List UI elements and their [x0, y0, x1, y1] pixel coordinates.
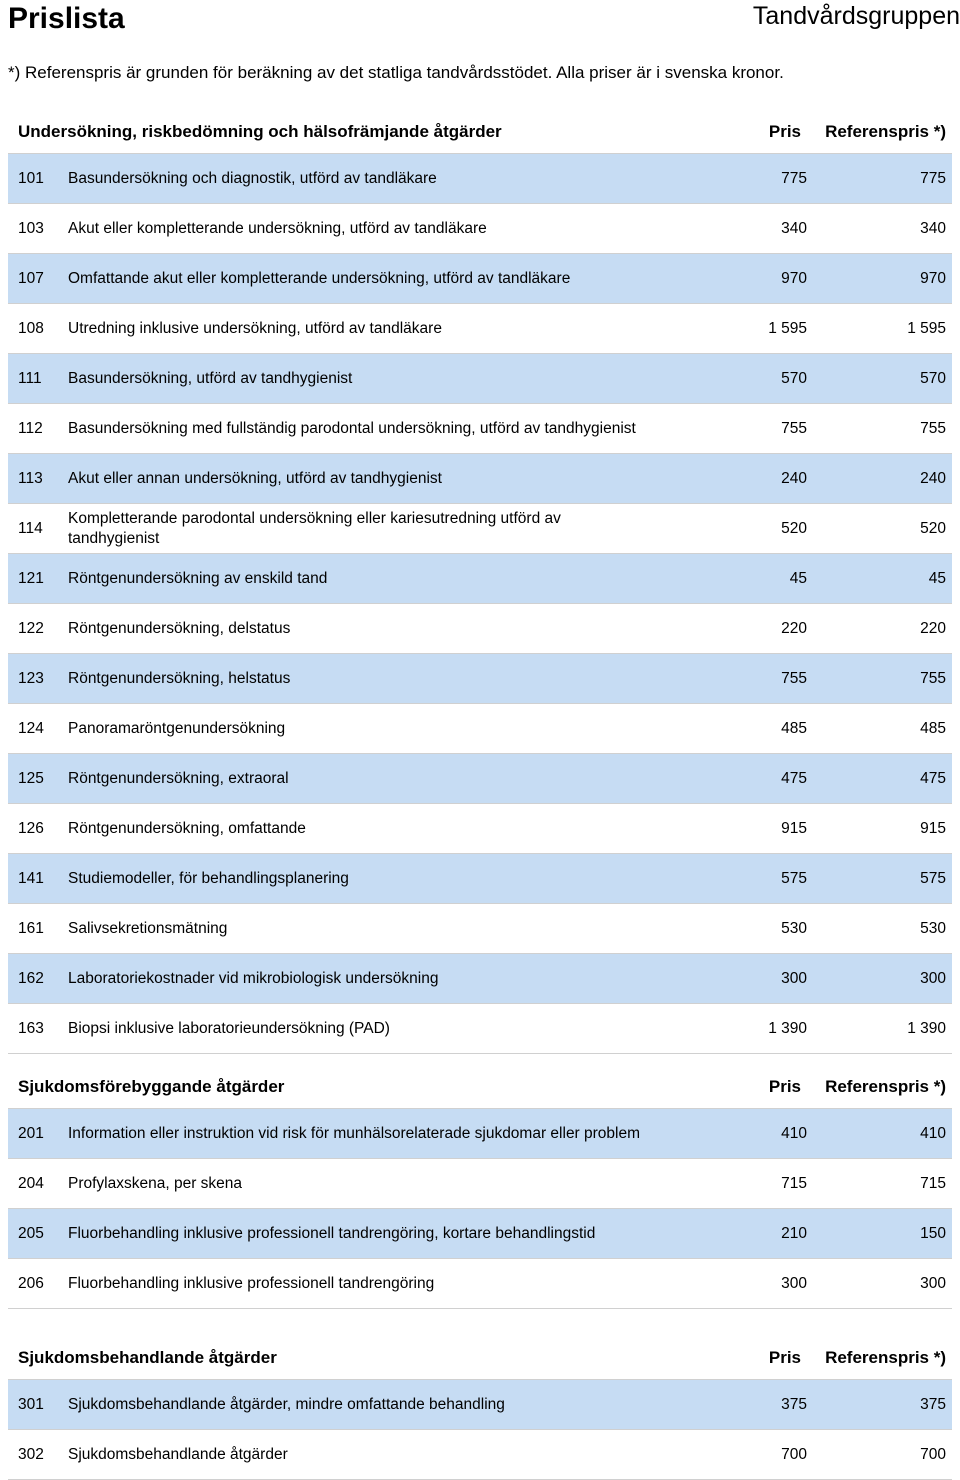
table-row [8, 603, 952, 653]
table-row [8, 953, 952, 1003]
cell-ref: 530 [920, 919, 946, 937]
column-header-pris: Pris [768, 1077, 801, 1096]
table-row [8, 853, 952, 903]
cell-desc: Basundersökning, utförd av tandhygienist [68, 369, 353, 387]
cell-desc: Basundersökning och diagnostik, utförd av tandläkare [68, 169, 437, 187]
cell-ref: 485 [920, 719, 946, 737]
cell-ref: 220 [920, 619, 946, 637]
table-row [8, 903, 952, 953]
cell-ref: 755 [920, 419, 946, 437]
cell-desc: Kompletterande parodontal undersökning eller kariesutredning utförd av tandhygienist [68, 509, 561, 547]
table-row [8, 1003, 952, 1054]
cell-code: 161 [18, 919, 44, 937]
page-title: Prislista [8, 2, 125, 35]
cell-code: 163 [18, 1019, 44, 1037]
cell-ref: 45 [928, 569, 946, 587]
cell-pris: 375 [781, 1395, 807, 1413]
cell-code: 201 [18, 1124, 44, 1142]
cell-desc: Laboratoriekostnader vid mikrobiologisk undersökning [68, 969, 439, 987]
cell-ref: 150 [920, 1224, 946, 1242]
cell-pris: 210 [781, 1224, 807, 1242]
cell-desc: Sjukdomsbehandlande åtgärder [68, 1445, 288, 1463]
cell-desc: Röntgenundersökning, helstatus [68, 669, 291, 687]
cell-desc: Profylaxskena, per skena [68, 1174, 243, 1192]
cell-code: 302 [18, 1445, 44, 1463]
table-row [8, 1429, 952, 1480]
cell-ref: 410 [920, 1124, 946, 1142]
cell-pris: 410 [781, 1124, 807, 1142]
cell-desc: Röntgenundersökning, extraoral [68, 769, 289, 787]
cell-pris: 300 [781, 1274, 807, 1292]
cell-desc: Utredning inklusive undersökning, utförd av tandläkare [68, 319, 442, 337]
cell-code: 101 [18, 169, 44, 187]
section-treatment [8, 1338, 952, 1480]
table-row [8, 353, 952, 403]
cell-code: 204 [18, 1174, 44, 1192]
cell-ref: 575 [920, 869, 946, 887]
cell-code: 301 [18, 1395, 44, 1413]
cell-ref: 915 [920, 819, 946, 837]
cell-desc: Akut eller annan undersökning, utförd av tandhygienist [68, 469, 442, 487]
table-row [8, 1258, 952, 1309]
section-header [8, 1338, 952, 1379]
cell-code: 114 [18, 519, 43, 537]
cell-code: 113 [18, 469, 43, 487]
cell-pris: 475 [781, 769, 807, 787]
cell-desc: Omfattande akut eller kompletterande undersökning, utförd av tandläkare [68, 269, 571, 287]
cell-pris: 485 [781, 719, 807, 737]
cell-desc: Panoramaröntgenundersökning [68, 719, 286, 737]
cell-desc: Röntgenundersökning, delstatus [68, 619, 291, 637]
cell-pris: 1 595 [768, 319, 807, 337]
cell-ref: 520 [920, 519, 946, 537]
cell-desc: Information eller instruktion vid risk för munhälsorelaterade sjukdomar eller problem [68, 1124, 641, 1142]
section-title: Undersökning, riskbedömning och hälsofrämjande åtgärder [18, 122, 502, 141]
cell-ref: 375 [920, 1395, 946, 1413]
cell-ref: 300 [920, 1274, 946, 1292]
cell-code: 107 [18, 269, 44, 287]
cell-code: 126 [18, 819, 44, 837]
table-row [8, 553, 952, 603]
table-row [8, 153, 952, 203]
cell-ref: 240 [920, 469, 946, 487]
cell-ref: 700 [920, 1445, 946, 1463]
cell-pris: 575 [781, 869, 807, 887]
section-header [8, 1067, 952, 1108]
cell-code: 121 [18, 569, 44, 587]
table-row [8, 303, 952, 353]
section-header [8, 112, 952, 153]
table-row [8, 803, 952, 853]
cell-code: 122 [18, 619, 44, 637]
cell-code: 103 [18, 219, 44, 237]
section-title: Sjukdomsförebyggande åtgärder [18, 1077, 285, 1096]
table-row [8, 1108, 952, 1158]
cell-code: 125 [18, 769, 44, 787]
table-row [8, 253, 952, 303]
cell-ref: 775 [920, 169, 946, 187]
reference-price-note: *) Referenspris är grunden för beräkning av det statliga tandvårdsstödet. Alla priser är i svenska kronor. [8, 63, 784, 82]
cell-ref: 1 390 [907, 1019, 946, 1037]
cell-pris: 1 390 [768, 1019, 807, 1037]
column-header-referenspris: Referenspris *) [825, 1348, 946, 1367]
cell-desc: Sjukdomsbehandlande åtgärder, mindre omfattande behandling [68, 1395, 505, 1413]
table-row [8, 1379, 952, 1429]
cell-desc: Studiemodeller, för behandlingsplanering [68, 869, 349, 887]
cell-ref: 300 [920, 969, 946, 987]
table-row [8, 653, 952, 703]
cell-code: 205 [18, 1224, 44, 1242]
column-header-referenspris: Referenspris *) [825, 122, 946, 141]
cell-ref: 570 [920, 369, 946, 387]
cell-desc: Fluorbehandling inklusive professionell tandrengöring [68, 1274, 435, 1292]
table-row [8, 703, 952, 753]
cell-pris: 220 [781, 619, 807, 637]
cell-ref: 715 [920, 1174, 946, 1192]
cell-code: 141 [18, 869, 44, 887]
cell-code: 123 [18, 669, 44, 687]
table-row [8, 503, 952, 553]
table-row [8, 453, 952, 503]
cell-pris: 970 [781, 269, 807, 287]
section-examination [8, 112, 952, 1054]
cell-desc: Salivsekretionsmätning [68, 919, 228, 937]
cell-desc: Röntgenundersökning av enskild tand [68, 569, 328, 587]
cell-ref: 755 [920, 669, 946, 687]
cell-pris: 300 [781, 969, 807, 987]
cell-desc: Röntgenundersökning, omfattande [68, 819, 306, 837]
table-row [8, 403, 952, 453]
cell-pris: 45 [789, 569, 807, 587]
table-row [8, 1158, 952, 1208]
cell-pris: 520 [781, 519, 807, 537]
cell-code: 206 [18, 1274, 44, 1292]
column-header-pris: Pris [768, 122, 801, 141]
cell-pris: 755 [781, 669, 807, 687]
cell-desc: Basundersökning med fullständig parodontal undersökning, utförd av tandhygienist [68, 419, 636, 437]
cell-ref: 970 [920, 269, 946, 287]
cell-pris: 915 [781, 819, 807, 837]
cell-code: 108 [18, 319, 44, 337]
table-row [8, 203, 952, 253]
cell-desc: Akut eller kompletterande undersökning, utförd av tandläkare [68, 219, 487, 237]
cell-desc: Fluorbehandling inklusive professionell tandrengöring, kortare behandlingstid [68, 1224, 596, 1242]
cell-code: 111 [18, 369, 42, 387]
column-header-pris: Pris [768, 1348, 801, 1367]
cell-ref: 1 595 [907, 319, 946, 337]
cell-pris: 700 [781, 1445, 807, 1463]
cell-code: 124 [18, 719, 44, 737]
cell-pris: 340 [781, 219, 807, 237]
table-row [8, 753, 952, 803]
cell-pris: 755 [781, 419, 807, 437]
cell-pris: 570 [781, 369, 807, 387]
cell-ref: 475 [920, 769, 946, 787]
cell-ref: 340 [920, 219, 946, 237]
table-row [8, 1208, 952, 1258]
cell-code: 162 [18, 969, 44, 987]
column-header-referenspris: Referenspris *) [825, 1077, 946, 1096]
cell-pris: 530 [781, 919, 807, 937]
cell-pris: 715 [781, 1174, 807, 1192]
cell-code: 112 [18, 419, 43, 437]
cell-pris: 775 [781, 169, 807, 187]
cell-desc: Biopsi inklusive laboratorieundersökning (PAD) [68, 1019, 390, 1037]
cell-pris: 240 [781, 469, 807, 487]
brand-name: Tandvårdsgruppen [752, 2, 960, 30]
section-prevention [8, 1067, 952, 1309]
section-title: Sjukdomsbehandlande åtgärder [18, 1348, 277, 1367]
